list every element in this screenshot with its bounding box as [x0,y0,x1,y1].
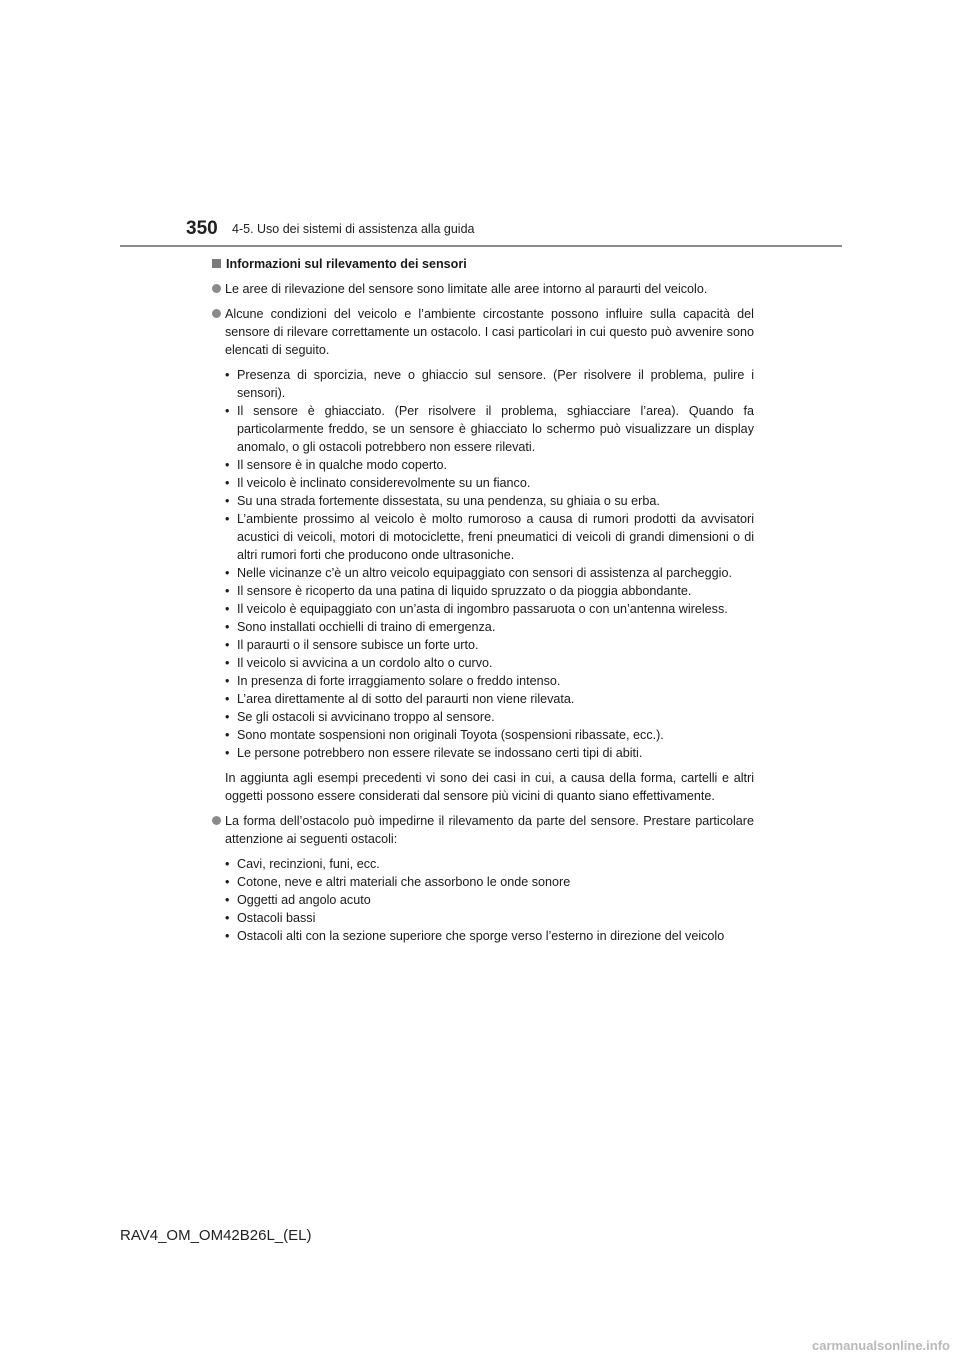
conditions-list [212,366,754,762]
list-item: • Cotone, neve e altri materiali che assorbono le onde sonore [225,873,754,891]
header-divider [120,245,842,247]
bullet-item [212,280,754,298]
list-item: • L’ambiente prossimo al veicolo è molto rumoroso a causa di rumori prodotti da avvisatori acustici di veicoli, motori di motociclette, freni pneumatici di veicoli di grandi dimensioni o di altri rumori forti che producono onde ultrasoniche. [225,510,754,564]
list-item: • Il paraurti o il sensore subisce un forte urto. [225,636,754,654]
bullet-item [212,305,754,359]
list-item: • Sono montate sospensioni non originali Toyota (sospensioni ribassate, ecc.). [225,726,754,744]
list-item: • Se gli ostacoli si avvicinano troppo al sensore. [225,708,754,726]
list-item: • Presenza di sporcizia, neve o ghiaccio sul sensore. (Per risolvere il problema, pulire i sensori). [225,366,754,402]
note-paragraph: In aggiunta agli esempi precedenti vi sono dei casi in cui, a causa della forma, cartelli e altri oggetti possono essere considerati dal sensore più vicini di quanto siano effettivamente. [225,771,754,803]
list-item: • In presenza di forte irraggiamento solare o freddo intenso. [225,672,754,690]
circle-bullet-icon [212,816,221,825]
list-item: • Le persone potrebbero non essere rilevate se indossano certi tipi di abiti. [225,744,754,762]
obstacles-list [212,855,754,945]
subsection-heading-text: Informazioni sul rilevamento dei sensori [226,257,467,271]
list-item: • Cavi, recinzioni, funi, ecc. [225,855,754,873]
bullet-text: Alcune condizioni del veicolo e l’ambiente circostante possono influire sulla capacità del sensore di rilevare correttamente un ostacolo. I casi particolari in cui questo può avvenire sono elencati di seguito. [225,307,754,357]
section-title: 4-5. Uso dei sistemi di assistenza alla guida [232,222,475,236]
list-item: • Oggetti ad angolo acuto [225,891,754,909]
list-item: • Su una strada fortemente dissestata, su una pendenza, su ghiaia o su erba. [225,492,754,510]
list-item: • Il sensore è ricoperto da una patina di liquido spruzzato o da pioggia abbondante. [225,582,754,600]
list-item: • Il veicolo è inclinato considerevolmente su un fianco. [225,474,754,492]
list-item: • L’area direttamente al di sotto del paraurti non viene rilevata. [225,690,754,708]
list-item: • Il sensore è ghiacciato. (Per risolvere il problema, sghiacciare l’area). Quando fa particolarmente freddo, se un sensore è ghiacciato lo schermo può visualizzare un display anomalo, o gli ostacoli potrebbero non essere rilevati. [225,402,754,456]
list-item: • Sono installati occhielli di traino di emergenza. [225,618,754,636]
list-item: • Il veicolo si avvicina a un cordolo alto o curvo. [225,654,754,672]
watermark: carmanualsonline.info [812,1338,950,1353]
list-item: • Ostacoli alti con la sezione superiore che sporge verso l’esterno in direzione del veicolo [225,927,754,945]
page-number: 350 [186,218,218,239]
list-item: • Nelle vicinanze c’è un altro veicolo equipaggiato con sensori di assistenza al parcheggio. [225,564,754,582]
square-bullet-icon [212,259,221,268]
page-content [212,255,754,952]
bullet-text: Le aree di rilevazione del sensore sono limitate alle aree intorno al paraurti del veicolo. [225,282,708,296]
list-item: • Il sensore è in qualche modo coperto. [225,456,754,474]
document-code: RAV4_OM_OM42B26L_(EL) [120,1227,312,1244]
bullet-text: La forma dell’ostacolo può impedirne il rilevamento da parte del sensore. Prestare particolare attenzione ai seguenti ostacoli: [225,814,754,846]
list-item: • Ostacoli bassi [225,909,754,927]
bullet-item [212,812,754,848]
list-item: • Il veicolo è equipaggiato con un’asta di ingombro passaruota o con un’antenna wireless. [225,600,754,618]
circle-bullet-icon [212,284,221,293]
circle-bullet-icon [212,309,221,318]
subsection-heading [212,255,754,273]
